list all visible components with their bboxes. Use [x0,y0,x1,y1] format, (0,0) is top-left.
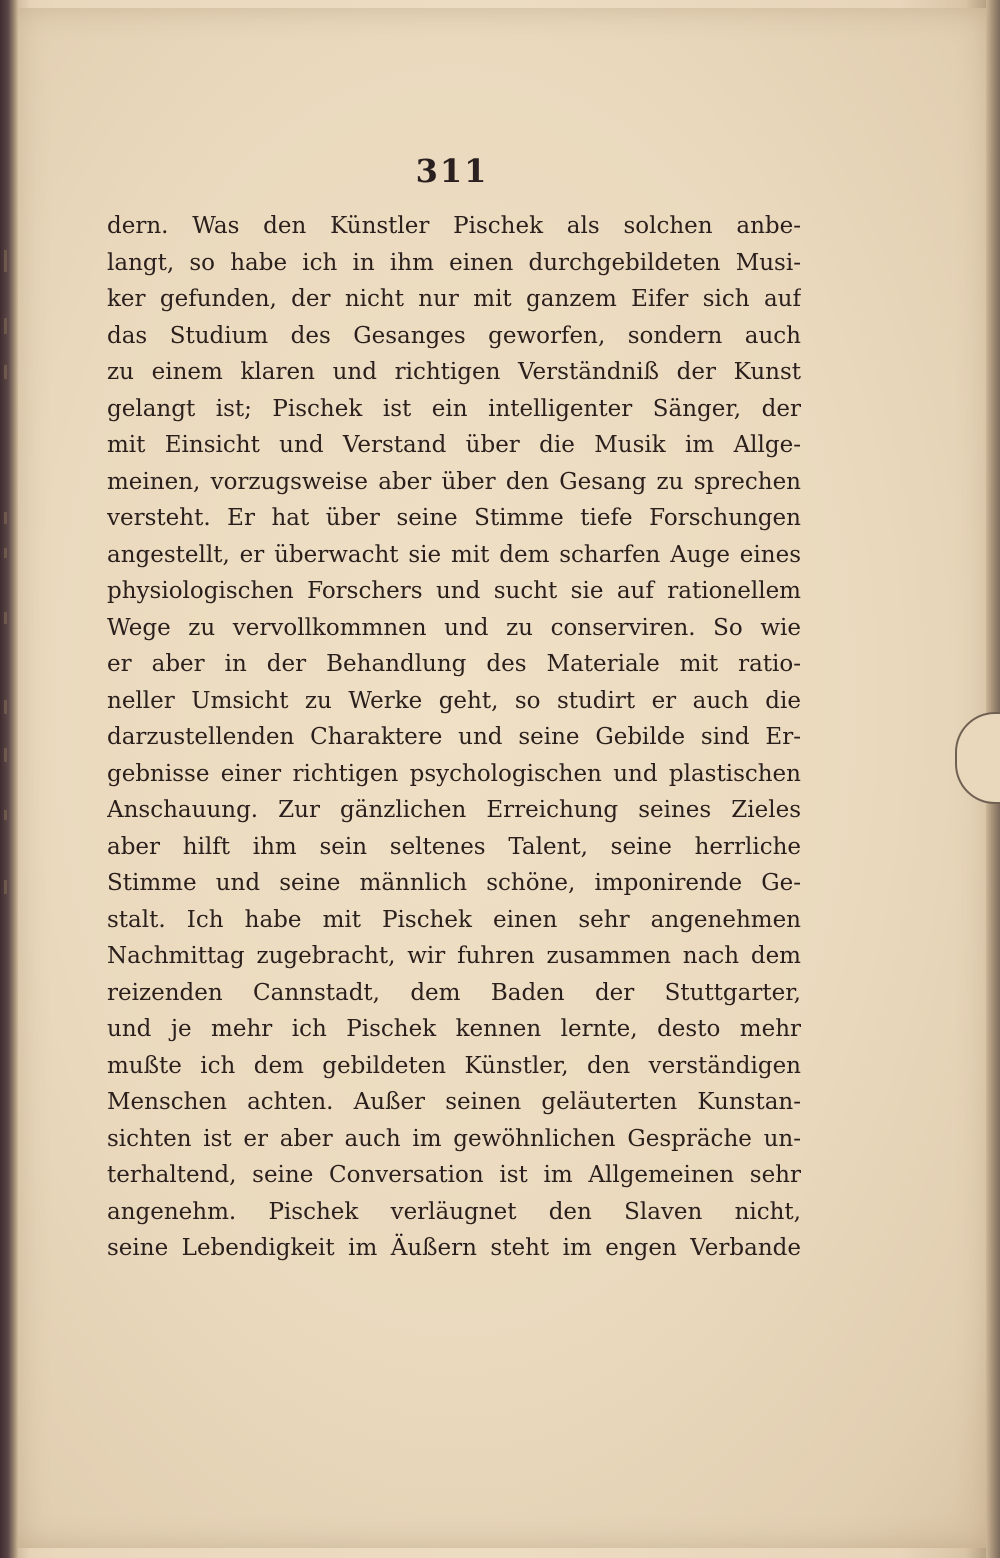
text-line: physiologischen Forschers und sucht sie auf rationellem [107,578,801,604]
text-line: darzustellenden Charaktere und seine Gebilde sind Er- [107,724,801,750]
margin-mark [4,700,7,714]
margin-mark [4,512,7,524]
text-line: dern. Was den Künstler Pischek als solchen anbe- [107,213,801,239]
margin-mark [4,748,7,762]
margin-mark [4,548,7,558]
text-line: ker gefunden, der nicht nur mit ganzem Eifer sich auf [107,286,801,312]
book-spine-edge [0,0,18,1558]
text-line: gebnisse einer richtigen psychologischen und plastischen [107,760,801,787]
text-line: er aber in der Behandlung des Materiale mit ratio- [107,651,801,677]
text-line: versteht. Er hat über seine Stimme tiefe Forschungen [107,505,801,531]
text-line: terhaltend, seine Conversation ist im Allgemeinen sehr [107,1162,801,1188]
text-line: Wege zu vervollkommnen und zu conserviren. So wie [107,614,801,641]
text-line: mußte ich dem gebildeten Künstler, den verständigen [107,1052,801,1079]
text-line: Nachmittag zugebracht, wir fuhren zusammen nach dem [107,943,801,969]
text-line: sichten ist er aber auch im gewöhnlichen Gespräche un- [107,1125,801,1152]
margin-mark [4,612,7,624]
text-line: angestellt, er überwacht sie mit dem scharfen Auge eines [107,541,801,568]
text-line: Menschen achten. Außer seinen geläuterten Kunstan- [107,1089,801,1115]
text-line: langt, so habe ich in ihm einen durchgebildeten Musi- [107,249,801,276]
text-line: das Studium des Gesanges geworfen, sondern auch [107,322,801,349]
text-line: aber hilft ihm sein seltenes Talent, seine herrliche [107,833,801,860]
text-line: Anschauung. Zur gänzlichen Erreichung seines Zieles [107,797,801,823]
page-number: 311 [415,152,489,190]
text-line: und je mehr ich Pischek kennen lernte, desto mehr [107,1016,801,1042]
text-line: neller Umsicht zu Werke geht, so studirt er auch die [107,687,801,714]
text-line: meinen, vorzugsweise aber über den Gesang zu sprechen [107,468,801,495]
margin-mark [4,810,7,820]
text-line: gelangt ist; Pischek ist ein intelligenter Sänger, der [107,395,801,422]
text-line: mit Einsicht und Verstand über die Musik im Allge- [107,432,801,458]
text-line: seine Lebendigkeit im Äußern steht im engen Verbande [107,1235,801,1261]
text-line: zu einem klaren und richtigen Verständniß der Kunst [107,359,801,385]
body-text [107,208,801,1267]
margin-mark [4,880,7,894]
text-line: Stimme und seine männlich schöne, imponirende Ge- [107,870,801,896]
text-line: stalt. Ich habe mit Pischek einen sehr angenehmen [107,906,801,933]
text-line: reizenden Cannstadt, dem Baden der Stuttgarter, [107,979,801,1006]
text-line: angenehm. Pischek verläugnet den Slaven nicht, [107,1198,801,1225]
margin-mark [4,365,7,379]
margin-mark [4,250,7,272]
margin-mark [4,318,7,334]
